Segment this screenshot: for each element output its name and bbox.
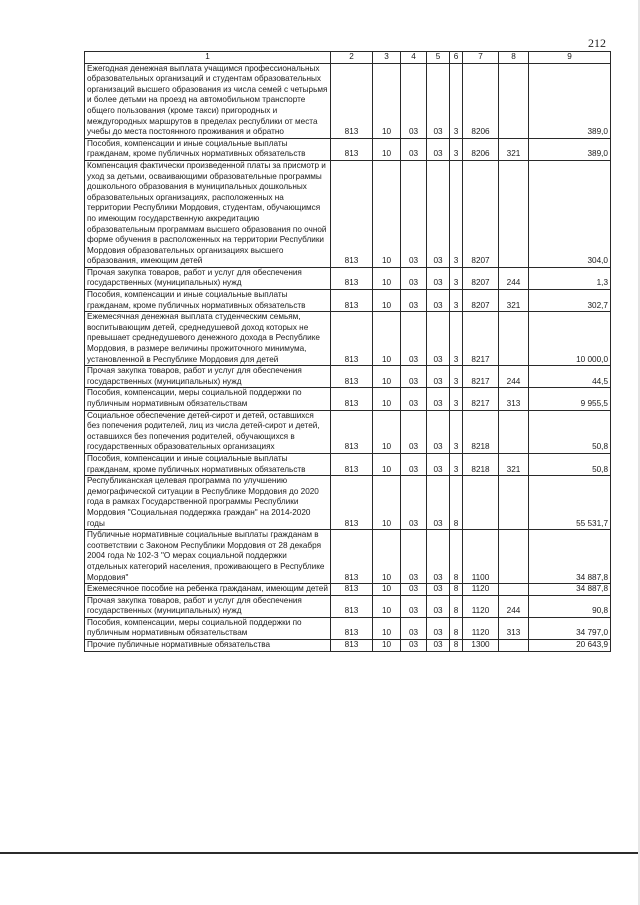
row-code-section: 10 [373, 530, 401, 584]
row-code-program: 03 [427, 640, 450, 652]
row-code-expense-type: 313 [499, 617, 529, 639]
row-description: Прочие публичные нормативные обязательства [85, 640, 331, 652]
row-code-subsection: 03 [401, 160, 427, 267]
table-row [85, 530, 611, 584]
table-row [85, 138, 611, 160]
table-row [85, 290, 611, 312]
row-code-ministry: 813 [331, 267, 373, 289]
row-code-section: 10 [373, 138, 401, 160]
row-description: Ежемесячное пособие на ребенка гражданам, имеющим детей [85, 584, 331, 596]
row-code-expense-type [499, 530, 529, 584]
row-code-subsection: 03 [401, 388, 427, 410]
row-code-section: 10 [373, 63, 401, 138]
row-code-target: 1120 [463, 584, 499, 596]
row-amount: 389,0 [529, 138, 611, 160]
row-code-program: 03 [427, 160, 450, 267]
table-row [85, 617, 611, 639]
row-code-ministry: 813 [331, 617, 373, 639]
row-amount: 34 797,0 [529, 617, 611, 639]
row-code-target [463, 476, 499, 530]
row-code-subsection: 03 [401, 640, 427, 652]
row-code-subprogram: 3 [450, 453, 463, 475]
row-code-subsection: 03 [401, 476, 427, 530]
row-description: Публичные нормативные социальные выплаты гражданам в соответствии с Законом Республики Мордовия от 28 декабря 2004 года № 102-З "О мерах социальной поддержки отдельных категорий населения, проживающего в Республике Мордовия" [85, 530, 331, 584]
row-code-expense-type [499, 160, 529, 267]
row-code-expense-type: 321 [499, 453, 529, 475]
row-code-program: 03 [427, 63, 450, 138]
row-code-subprogram: 3 [450, 160, 463, 267]
row-description: Прочая закупка товаров, работ и услуг для обеспечения государственных (муниципальных) нужд [85, 366, 331, 388]
row-code-subsection: 03 [401, 138, 427, 160]
row-code-target: 8217 [463, 388, 499, 410]
row-code-section: 10 [373, 410, 401, 453]
row-code-section: 10 [373, 617, 401, 639]
row-code-program: 03 [427, 584, 450, 596]
row-code-subprogram: 3 [450, 267, 463, 289]
row-code-program: 03 [427, 366, 450, 388]
row-code-expense-type: 244 [499, 595, 529, 617]
row-code-target: 1120 [463, 595, 499, 617]
scan-edge-line [0, 852, 640, 854]
row-code-subsection: 03 [401, 63, 427, 138]
row-code-expense-type: 321 [499, 138, 529, 160]
row-amount: 20 643,9 [529, 640, 611, 652]
row-code-target: 8207 [463, 290, 499, 312]
table-row [85, 267, 611, 289]
row-code-ministry: 813 [331, 410, 373, 453]
header-row [85, 52, 611, 64]
row-code-subsection: 03 [401, 595, 427, 617]
row-code-program: 03 [427, 617, 450, 639]
row-code-subsection: 03 [401, 267, 427, 289]
row-code-section: 10 [373, 640, 401, 652]
row-description: Пособия, компенсации и иные социальные выплаты гражданам, кроме публичных нормативных обязательств [85, 138, 331, 160]
row-description: Ежемесячная денежная выплата студенческим семьям, воспитывающим детей, среднедушевой доход которых не превышает среднедушевого денежного дохода в Республике Мордовия, в размере величины прожиточного минимума, установленной в Республике Мордовия для детей [85, 312, 331, 366]
page-number: 212 [588, 36, 606, 50]
row-code-target: 8206 [463, 63, 499, 138]
header-cell: 9 [529, 52, 611, 64]
row-code-ministry: 813 [331, 595, 373, 617]
table-row [85, 476, 611, 530]
row-description: Пособия, компенсации и иные социальные выплаты гражданам, кроме публичных нормативных обязательств [85, 290, 331, 312]
row-amount: 9 955,5 [529, 388, 611, 410]
row-code-subsection: 03 [401, 290, 427, 312]
row-code-ministry: 813 [331, 476, 373, 530]
row-description: Республиканская целевая программа по улучшению демографической ситуации в Республике Мордовия до 2020 года в рамках Государственной программы Республики Мордовия "Социальная поддержка граждан" на 2014-2020 годы [85, 476, 331, 530]
row-code-program: 03 [427, 312, 450, 366]
row-code-section: 10 [373, 312, 401, 366]
row-code-subsection: 03 [401, 312, 427, 366]
row-code-expense-type [499, 640, 529, 652]
row-amount: 55 531,7 [529, 476, 611, 530]
row-amount: 302,7 [529, 290, 611, 312]
row-code-program: 03 [427, 530, 450, 584]
row-amount: 10 000,0 [529, 312, 611, 366]
row-amount: 1,3 [529, 267, 611, 289]
row-code-ministry: 813 [331, 63, 373, 138]
row-code-target: 8217 [463, 312, 499, 366]
row-code-program: 03 [427, 267, 450, 289]
row-code-subprogram: 8 [450, 617, 463, 639]
row-code-section: 10 [373, 267, 401, 289]
row-code-subprogram: 8 [450, 584, 463, 596]
row-code-program: 03 [427, 453, 450, 475]
row-code-program: 03 [427, 388, 450, 410]
table-row [85, 160, 611, 267]
row-code-ministry: 813 [331, 640, 373, 652]
row-code-target: 8207 [463, 267, 499, 289]
row-code-subprogram: 3 [450, 312, 463, 366]
row-code-expense-type [499, 410, 529, 453]
row-code-program: 03 [427, 138, 450, 160]
row-code-expense-type: 244 [499, 366, 529, 388]
row-code-subsection: 03 [401, 366, 427, 388]
row-code-expense-type: 244 [499, 267, 529, 289]
row-code-target: 8218 [463, 410, 499, 453]
row-code-subprogram: 8 [450, 595, 463, 617]
row-code-section: 10 [373, 388, 401, 410]
row-code-target: 8206 [463, 138, 499, 160]
row-code-program: 03 [427, 476, 450, 530]
row-code-expense-type: 321 [499, 290, 529, 312]
row-amount: 389,0 [529, 63, 611, 138]
row-code-subsection: 03 [401, 530, 427, 584]
row-code-expense-type [499, 476, 529, 530]
header-cell: 7 [463, 52, 499, 64]
row-code-subsection: 03 [401, 617, 427, 639]
table-row [85, 388, 611, 410]
row-code-expense-type [499, 584, 529, 596]
header-cell: 2 [331, 52, 373, 64]
row-code-subprogram: 8 [450, 640, 463, 652]
row-description: Пособия, компенсации, меры социальной поддержки по публичным нормативным обязательствам [85, 388, 331, 410]
row-code-ministry: 813 [331, 366, 373, 388]
row-amount: 304,0 [529, 160, 611, 267]
table-row [85, 312, 611, 366]
row-code-target: 8217 [463, 366, 499, 388]
row-code-section: 10 [373, 366, 401, 388]
row-code-subprogram: 3 [450, 290, 463, 312]
row-code-section: 10 [373, 160, 401, 267]
row-description: Прочая закупка товаров, работ и услуг для обеспечения государственных (муниципальных) нужд [85, 267, 331, 289]
row-description: Социальное обеспечение детей-сирот и детей, оставшихся без попечения родителей, лиц из числа детей-сирот и детей, оставшихся без попечения родителей, обучающихся в государственных образовательных организациях [85, 410, 331, 453]
row-code-program: 03 [427, 595, 450, 617]
header-cell: 6 [450, 52, 463, 64]
row-code-target: 1100 [463, 530, 499, 584]
row-code-expense-type: 313 [499, 388, 529, 410]
row-description: Прочая закупка товаров, работ и услуг для обеспечения государственных (муниципальных) нужд [85, 595, 331, 617]
row-description: Пособия, компенсации, меры социальной поддержки по публичным нормативным обязательствам [85, 617, 331, 639]
row-code-section: 10 [373, 584, 401, 596]
row-code-subprogram: 3 [450, 366, 463, 388]
row-code-target: 1300 [463, 640, 499, 652]
row-code-subsection: 03 [401, 410, 427, 453]
row-code-expense-type [499, 63, 529, 138]
row-code-section: 10 [373, 453, 401, 475]
row-amount: 44,5 [529, 366, 611, 388]
row-code-subprogram: 8 [450, 476, 463, 530]
row-code-program: 03 [427, 410, 450, 453]
row-code-subprogram: 3 [450, 410, 463, 453]
row-amount: 34 887,8 [529, 530, 611, 584]
row-code-ministry: 813 [331, 138, 373, 160]
budget-table [84, 51, 611, 652]
header-cell: 5 [427, 52, 450, 64]
row-amount: 90,8 [529, 595, 611, 617]
header-cell: 1 [85, 52, 331, 64]
table-row [85, 584, 611, 596]
header-cell: 4 [401, 52, 427, 64]
table-row [85, 63, 611, 138]
row-amount: 50,8 [529, 453, 611, 475]
header-cell: 8 [499, 52, 529, 64]
row-code-ministry: 813 [331, 584, 373, 596]
table-row [85, 595, 611, 617]
row-code-ministry: 813 [331, 453, 373, 475]
row-code-ministry: 813 [331, 388, 373, 410]
row-code-section: 10 [373, 290, 401, 312]
row-code-section: 10 [373, 595, 401, 617]
table-row [85, 366, 611, 388]
row-code-subprogram: 3 [450, 63, 463, 138]
header-cell: 3 [373, 52, 401, 64]
row-code-program: 03 [427, 290, 450, 312]
row-description: Компенсация фактически произведенной платы за присмотр и уход за детьми, осваивающими образовательные программы дошкольного образования в муниципальных дошкольных образовательных организациях, расположенных на территории Республики Мордовия, студентам, обучающимся по имеющим государственную аккредитацию образовательным программам высшего образования по очной форме обучения в расположенных на территории Республики Мордовия образовательных организациях высшего образования, имеющим детей [85, 160, 331, 267]
row-code-subsection: 03 [401, 584, 427, 596]
row-amount: 50,8 [529, 410, 611, 453]
row-description: Ежегодная денежная выплата учащимся профессиональных образовательных организаций и студентам образовательных организаций высшего образования из числа семей с четырьмя и более детьми на проезд на автомобильном транспорте общего пользования (кроме такси) пригородных и междугородных маршрутов в пределах республики от места учебы до места постоянного проживания и обратно [85, 63, 331, 138]
row-code-expense-type [499, 312, 529, 366]
row-code-ministry: 813 [331, 312, 373, 366]
row-code-target: 8207 [463, 160, 499, 267]
table-row [85, 410, 611, 453]
row-code-subsection: 03 [401, 453, 427, 475]
row-description: Пособия, компенсации и иные социальные выплаты гражданам, кроме публичных нормативных обязательств [85, 453, 331, 475]
row-code-subprogram: 8 [450, 530, 463, 584]
row-code-subprogram: 3 [450, 138, 463, 160]
row-code-ministry: 813 [331, 160, 373, 267]
row-code-ministry: 813 [331, 530, 373, 584]
table-row [85, 640, 611, 652]
row-code-section: 10 [373, 476, 401, 530]
row-amount: 34 887,8 [529, 584, 611, 596]
row-code-target: 1120 [463, 617, 499, 639]
row-code-target: 8218 [463, 453, 499, 475]
table-row [85, 453, 611, 475]
row-code-ministry: 813 [331, 290, 373, 312]
row-code-subprogram: 3 [450, 388, 463, 410]
